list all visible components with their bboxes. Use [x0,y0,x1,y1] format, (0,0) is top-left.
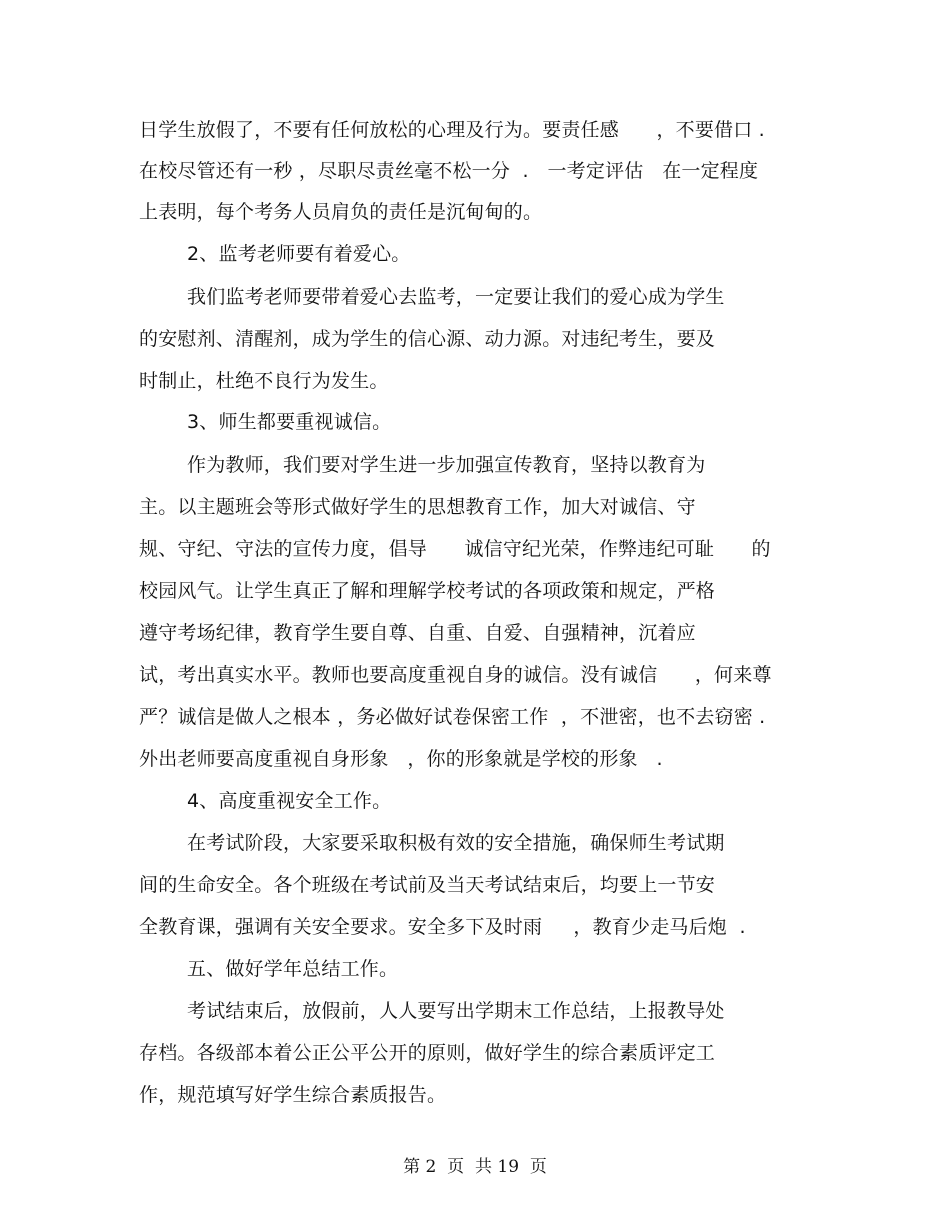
text-line-6: 的安慰剂、清醒剂，成为学生的信心源、动力源。对违纪考生，要及 [139,328,716,350]
section-heading-4: 4、高度重视安全工作。 [187,790,392,812]
text-line-23: 存档。各级部本着公正公平公开的原则，做好学生的综合素质评定工 [139,1042,716,1064]
text-line-1: 日学生放假了，不要有任何放松的心理及行为。要责任感 ，不要借口 . [139,119,765,141]
text-line-3: 上表明，每个考务人员肩负的责任是沉甸甸的。 [139,201,543,223]
text-line-11: 规、守纪、守法的宣传力度，倡导 诚信守纪光荣，作弊违纪可耻 的 [139,538,771,560]
text-line-5: 我们监考老师要带着爱心去监考，一定要让我们的爱心成为学生 [187,286,725,308]
text-line-22: 考试结束后，放假前，人人要写出学期末工作总结，上报教导处 [187,1000,725,1022]
text-line-15: 严？诚信是做人之根本 ，务必做好试卷保密工作 ，不泄密，也不去窃密 . [139,706,766,728]
text-line-20: 全教育课，强调有关安全要求。安全多下及时雨 ，教育少走马后炮 . [139,916,746,938]
text-line-24: 作，规范填写好学生综合素质报告。 [139,1084,447,1106]
text-line-12: 校园风气。让学生真正了解和理解学校考试的各项政策和规定，严格 [139,580,716,602]
section-heading-3: 3、师生都要重视诚信。 [187,411,392,433]
section-heading-5: 五、做好学年总结工作。 [187,958,399,980]
text-line-9: 作为教师，我们要对学生进一步加强宣传教育，坚持以教育为 [187,454,706,476]
text-line-7: 时制止，杜绝不良行为发生。 [139,370,389,392]
text-line-16: 外出老师要高度重视自身形象 ，你的形象就是学校的形象 . [139,748,663,770]
text-line-13: 遵守考场纪律，教育学生要自尊、自重、自爱、自强精神，沉着应 [139,622,696,644]
text-line-18: 在考试阶段，大家要采取积极有效的安全措施，确保师生考试期 [187,832,725,854]
page-number-footer: 第 2 页 共 19 页 [403,1157,547,1177]
text-line-2: 在校尽管还有一秒 ，尽职尽责丝毫不松一分 . 一考定评估 在一定程度 [139,160,759,182]
section-heading-2: 2、监考老师要有着爱心。 [187,243,411,265]
text-line-19: 间的生命安全。各个班级在考试前及当天考试结束后，均要上一节安 [139,874,716,896]
text-line-10: 主。以主题班会等形式做好学生的思想教育工作，加大对诚信、守 [139,496,696,518]
text-line-14: 试，考出真实水平。教师也要高度重视自身的诚信。没有诚信 ，何来尊 [139,664,772,686]
